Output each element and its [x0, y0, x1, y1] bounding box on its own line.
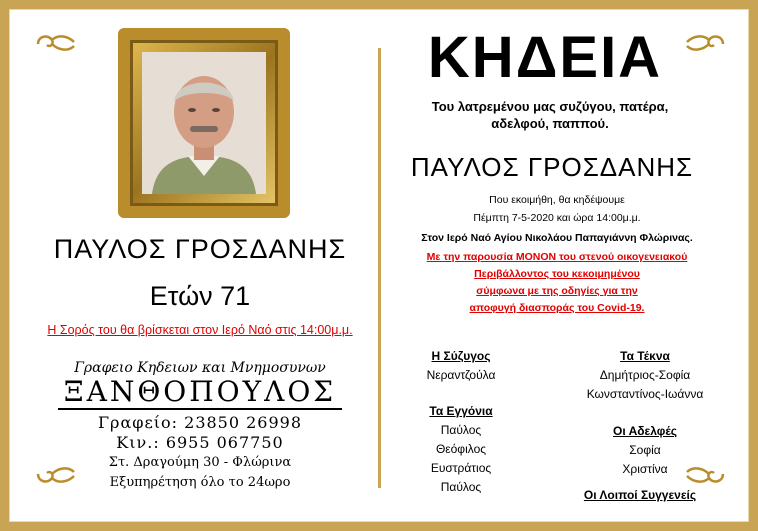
sibling-name: Χριστίνα [622, 462, 668, 476]
sibling-name: Σοφία [629, 443, 661, 457]
grandchild-name: Παύλος [440, 480, 482, 494]
scroll-ornament-icon [34, 32, 78, 56]
family-siblings [560, 422, 730, 479]
covid-notice-line: σύμφωνα με της οδηγίες για την [476, 285, 638, 297]
grandchild-name: Θεόφιλος [435, 442, 487, 456]
notice-title: ΚΗΔΕΙΑ [427, 25, 663, 90]
grandchild-name: Ευστράτιος [430, 461, 492, 475]
deceased-age: Ετών 71 [149, 281, 251, 311]
viewing-notice: Η Σορός του θα βρίσκεται στον Ιερό Ναό στις 14:00μ.μ. [47, 323, 353, 337]
announcement-line: Που εκοιμήθη, θα κηδέψουμε [489, 194, 625, 206]
grandchildren-heading: Τα Εγγόνια [429, 404, 493, 418]
funeral-home-address: Στ. Δραγούμη 30 - Φλώρινα [108, 455, 292, 470]
portrait-photo [142, 52, 266, 194]
family-grandchildren [396, 402, 526, 497]
funeral-home-heading: Γραφειο Κηδειων και Μνημοσυνων [74, 360, 326, 376]
column-divider [378, 48, 381, 488]
funeral-home-name: ΞΑΝΘΟΠΟΥΛΟΣ [63, 375, 337, 408]
grandchild-name: Παύλος [440, 423, 482, 437]
spouse-heading: Η Σύζυγος [431, 349, 491, 363]
family-children [560, 347, 730, 404]
funeral-home-underline [58, 408, 342, 410]
intro-text: Του λατρεμένου μας συζύγου, πατέρα, αδελφού, παππού. [431, 99, 669, 131]
siblings-heading: Οι Αδελφές [613, 424, 677, 438]
covid-notice-line: Περιβάλλοντος του κεκοιμημένου [474, 268, 640, 280]
covid-notice-line: Με την παρουσία ΜΟΝΟΝ του στενού οικογενειακού [426, 251, 688, 263]
family-spouse [396, 347, 526, 385]
funeral-datetime: Πέμπτη 7-5-2020 και ώρα 14:00μ.μ. [473, 212, 641, 224]
child-name: Δημήτριος-Σοφία [599, 368, 691, 382]
mobile-phone: Κιν.: 6955 067750 [116, 433, 284, 452]
portrait-frame [118, 28, 290, 218]
family-other-relatives [540, 486, 740, 505]
other-relatives-heading: Οι Λοιποί Συγγενείς [583, 488, 697, 502]
children-heading: Τα Τέκνα [620, 349, 670, 363]
deceased-name: ΠΑΥΛΟΣ ΓΡΟΣΔΑΝΗΣ [53, 234, 347, 264]
funeral-church: Στον Ιερό Ναό Αγίου Νικολάου Παπαγιάννη Φλώρινας. [421, 232, 693, 244]
covid-notice-line: αποφυγή διασποράς του Covid-19. [469, 302, 645, 314]
child-name: Κωνσταντίνος-Ιωάννα [586, 387, 704, 401]
office-phone: Γραφείο: 23850 26998 [97, 413, 303, 432]
service-hours: Εξυπηρέτηση όλο το 24ωρο [109, 475, 291, 490]
spouse-name: Νεραντζούλα [426, 368, 496, 382]
deceased-name-heading: ΠΑΥΛΟΣ ΓΡΟΣΔΑΝΗΣ [410, 152, 694, 182]
